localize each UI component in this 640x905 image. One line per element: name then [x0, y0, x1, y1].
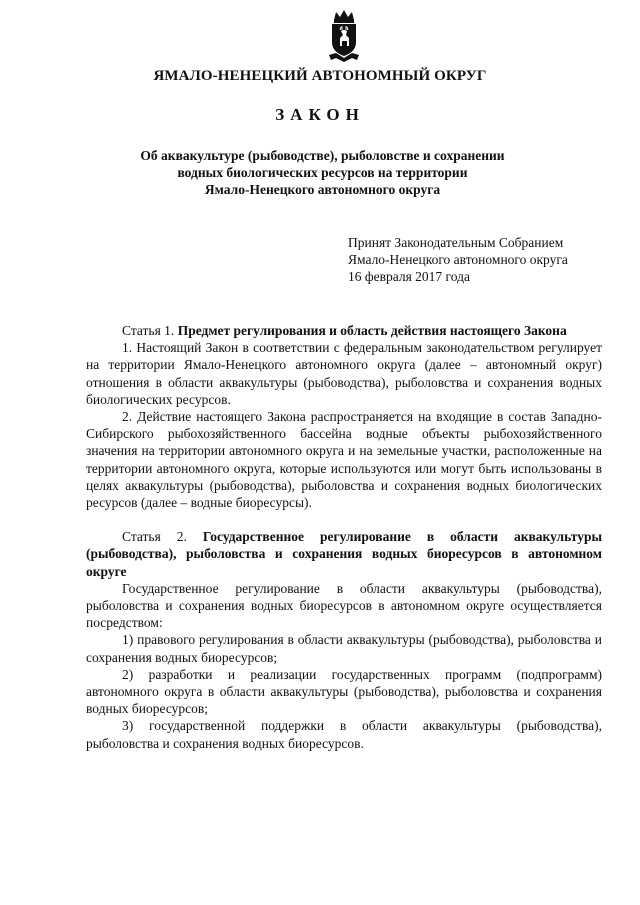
- document-body: [86, 322, 602, 752]
- law-title: [110, 147, 535, 198]
- adoption-line: Принят Законодательным Собранием: [348, 235, 564, 250]
- article-number: Статья 1.: [122, 323, 175, 338]
- list-item: 3) государственной поддержки в области аквакультуры (рыбоводства), рыболовства и сохранения водных биоресурсов.: [86, 718, 602, 751]
- adoption-date: 16 февраля 2017 года: [348, 269, 470, 284]
- adoption-line: Ямало-Ненецкого автономного округа: [348, 252, 568, 267]
- list-item: 1) правового регулирования в области аквакультуры (рыбоводства), рыболовства и сохранения водных биоресурсов;: [86, 632, 602, 665]
- article-number: Статья 2.: [122, 529, 187, 545]
- article-title: Предмет регулирования и область действия настоящего Закона: [177, 323, 567, 338]
- law-title-line: водных биологических ресурсов на территории: [177, 165, 468, 180]
- law-title-line: Ямало-Ненецкого автономного округа: [204, 182, 441, 197]
- adoption-note: [348, 234, 608, 285]
- coat-of-arms-icon: [327, 8, 361, 64]
- paragraph: Государственное регулирование в области аквакультуры (рыбоводства), рыболовства и сохранения водных биоресурсов в автономном округе осуществляется посредством:: [86, 580, 602, 631]
- paragraph: 2. Действие настоящего Закона распространяется на входящие в состав Западно-Сибирского рыбохозяйственного бассейна водные объекты рыбохозяйственного значения на территории автономного округа и на земельные участки, расположенные на территории автономного округа, которые используются или могут быть использованы в целях аквакультуры (рыбоводства), рыболовства и сохранения водных биологических ресурсов (далее – водные биоресурсы).: [86, 409, 602, 511]
- paragraph: 1. Настоящий Закон в соответствии с федеральным законодательством регулирует на территории Ямало-Ненецкого автономного округа (далее – автономный округ) отношения в области аквакультуры (рыбоводства), рыболовства и сохранения водных биологических ресурсов.: [86, 340, 602, 407]
- list-item: 2) разработки и реализации государственных программ (подпрограмм) автономного округа в области аквакультуры (рыбоводства), рыболовства и сохранения водных биоресурсов;: [86, 666, 602, 717]
- region-name: ЯМАЛО-НЕНЕЦКИЙ АВТОНОМНЫЙ ОКРУГ: [153, 68, 487, 84]
- article-1-heading: [86, 322, 602, 339]
- law-title-line: Об аквакультуре (рыбоводстве), рыболовстве и сохранении: [140, 148, 505, 163]
- article-title: Государственное регулирование в области аквакультуры (рыбоводства), рыболовства и сохранения водных биоресурсов в автономном округе: [86, 529, 602, 579]
- article-2-heading: [86, 528, 602, 580]
- document-type: ЗАКОН: [275, 105, 365, 124]
